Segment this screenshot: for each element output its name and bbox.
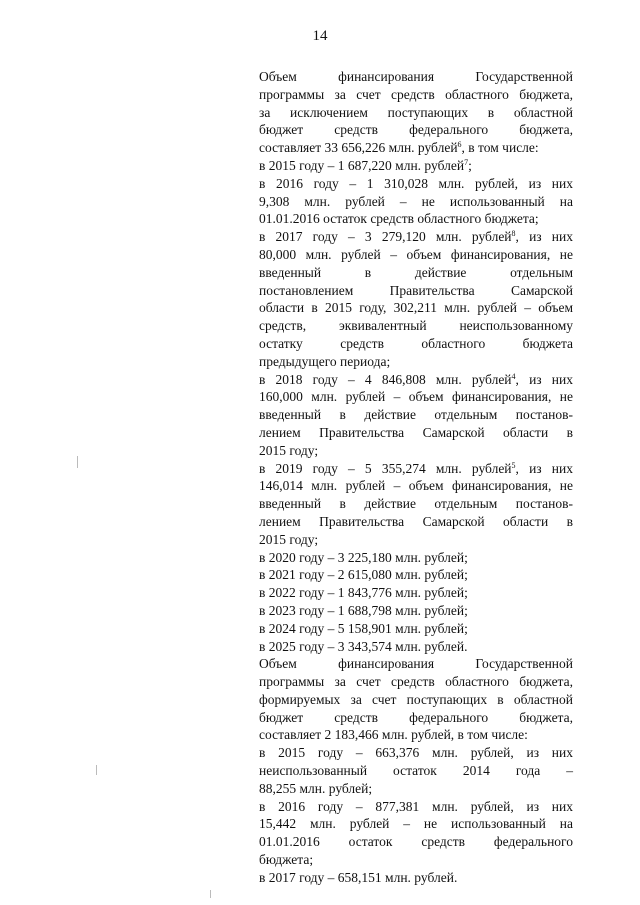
line-text: в 2016 году – 877,381 млн. рублей, из них: [259, 798, 573, 814]
line-text: в 2015 году – 1 687,220 млн. рублей: [259, 157, 465, 173]
text-line: [259, 691, 573, 709]
text-line: [259, 513, 573, 531]
text-line: [259, 317, 573, 335]
text-line: [259, 264, 573, 282]
text-line: [259, 815, 573, 833]
text-line: [259, 655, 573, 673]
line-text: введенный в действие отдельным: [259, 264, 573, 280]
footnote-marker: 4: [511, 371, 516, 381]
line-text: бюджет средств федерального бюджета,: [259, 122, 573, 138]
line-text: в 2016 году – 1 310,028 млн. рублей, из них: [259, 175, 573, 191]
scan-speck: [77, 456, 78, 468]
text-line: [259, 780, 573, 798]
text-line: [259, 86, 573, 104]
line-text: 01.01.2016 остаток средств областного бюджета;: [259, 211, 539, 227]
text-column: [259, 68, 573, 887]
text-line: [259, 602, 573, 620]
line-text: в 2022 году – 1 843,776 млн. рублей;: [259, 585, 468, 601]
line-text: программы за счет средств областного бюджета,: [259, 674, 573, 690]
line-text: в 2017 году – 3 279,120 млн. рублей: [259, 229, 512, 245]
footnote-marker: 5: [511, 460, 516, 470]
text-line: [259, 424, 573, 442]
line-text: введенный в действие отдельным постанов-: [259, 496, 573, 512]
line-text-tail: , из них: [515, 229, 573, 245]
text-line: [259, 833, 573, 851]
line-text-tail: , в том числе:: [461, 140, 539, 156]
text-line: [259, 406, 573, 424]
line-text-tail: , из них: [515, 460, 573, 476]
line-text: формируемых за счет поступающих в областной: [259, 691, 573, 707]
footnote-marker: 8: [511, 229, 516, 239]
line-text: лением Правительства Самарской области в: [259, 424, 573, 440]
line-text: Объем финансирования Государственной: [259, 656, 573, 672]
text-line: [259, 282, 573, 300]
line-text: постановлением Правительства Самарской: [259, 282, 573, 298]
line-text: 9,308 млн. рублей – не использованный на: [259, 193, 573, 209]
line-text: 15,442 млн. рублей – не использованный на: [259, 816, 573, 832]
line-text: в 2020 году – 3 225,180 млн. рублей;: [259, 549, 468, 565]
text-line: [259, 566, 573, 584]
scan-speck: [210, 890, 211, 898]
text-line: [259, 210, 573, 228]
line-text: Объем финансирования Государственной: [259, 69, 573, 84]
text-line: [259, 371, 573, 389]
line-text: в 2017 году – 658,151 млн. рублей.: [259, 869, 458, 885]
line-text: 80,000 млн. рублей – объем финансирования, не: [259, 246, 573, 262]
text-line: [259, 495, 573, 513]
text-line: [259, 175, 573, 193]
scan-speck: [96, 765, 97, 775]
line-text: в 2019 году – 5 355,274 млн. рублей: [259, 460, 512, 476]
text-line: [259, 353, 573, 371]
text-line: [259, 744, 573, 762]
text-line: [259, 477, 573, 495]
line-text-tail: ;: [468, 157, 472, 173]
text-line: [259, 228, 573, 246]
line-text: программы за счет средств областного бюджета,: [259, 86, 573, 102]
line-text: 2015 году;: [259, 531, 319, 547]
line-text: в 2025 году – 3 343,574 млн. рублей.: [259, 638, 468, 654]
line-text: области в 2015 году, 302,211 млн. рублей – объем: [259, 300, 573, 316]
line-text: 146,014 млн. рублей – объем финансирования, не: [259, 478, 573, 494]
line-text: средств, эквивалентный неиспользованному: [259, 318, 573, 334]
text-line: [259, 246, 573, 264]
text-line: [259, 193, 573, 211]
line-text: за исключением поступающих в областной: [259, 104, 573, 120]
line-text: бюджет средств федерального бюджета,: [259, 709, 573, 725]
line-text: неиспользованный остаток 2014 года –: [259, 763, 573, 779]
text-line: [259, 726, 573, 744]
text-line: [259, 709, 573, 727]
line-text: предыдущего периода;: [259, 353, 391, 369]
footnote-marker: 6: [457, 140, 462, 150]
page-number: 14: [312, 28, 328, 44]
line-text: остатку средств областного бюджета: [259, 335, 573, 351]
line-text: 88,255 млн. рублей;: [259, 780, 373, 796]
text-line: [259, 104, 573, 122]
text-line: [259, 157, 573, 175]
text-line: [259, 299, 573, 317]
text-line: [259, 851, 573, 869]
line-text: в 2015 году – 663,376 млн. рублей, из них: [259, 745, 573, 761]
line-text: введенный в действие отдельным постанов-: [259, 407, 573, 423]
text-line: [259, 442, 573, 460]
line-text: 01.01.2016 остаток средств федерального: [259, 834, 573, 850]
line-text: в 2018 году – 4 846,808 млн. рублей: [259, 371, 512, 387]
text-line: [259, 762, 573, 780]
text-line: [259, 869, 573, 887]
text-line: [259, 460, 573, 478]
text-line: [259, 620, 573, 638]
line-text: составляет 33 656,226 млн. рублей: [259, 140, 458, 156]
line-text: составляет 2 183,466 млн. рублей, в том числе:: [259, 727, 528, 743]
line-text-tail: , из них: [515, 371, 573, 387]
text-line: [259, 121, 573, 139]
text-line: [259, 638, 573, 656]
line-text: 2015 году;: [259, 442, 319, 458]
text-line: [259, 673, 573, 691]
text-line: [259, 798, 573, 816]
text-line: [259, 531, 573, 549]
text-line: [259, 549, 573, 567]
text-line: [259, 584, 573, 602]
line-text: в 2023 году – 1 688,798 млн. рублей;: [259, 602, 468, 618]
line-text: в 2021 году – 2 615,080 млн. рублей;: [259, 567, 468, 583]
text-line: [259, 139, 573, 157]
line-text: 160,000 млн. рублей – объем финансирования, не: [259, 389, 573, 405]
text-line: [259, 68, 573, 86]
line-text: в 2024 году – 5 158,901 млн. рублей;: [259, 620, 468, 636]
text-line: [259, 388, 573, 406]
line-text: бюджета;: [259, 852, 314, 868]
footnote-marker: 7: [464, 157, 469, 167]
text-line: [259, 335, 573, 353]
line-text: лением Правительства Самарской области в: [259, 513, 573, 529]
